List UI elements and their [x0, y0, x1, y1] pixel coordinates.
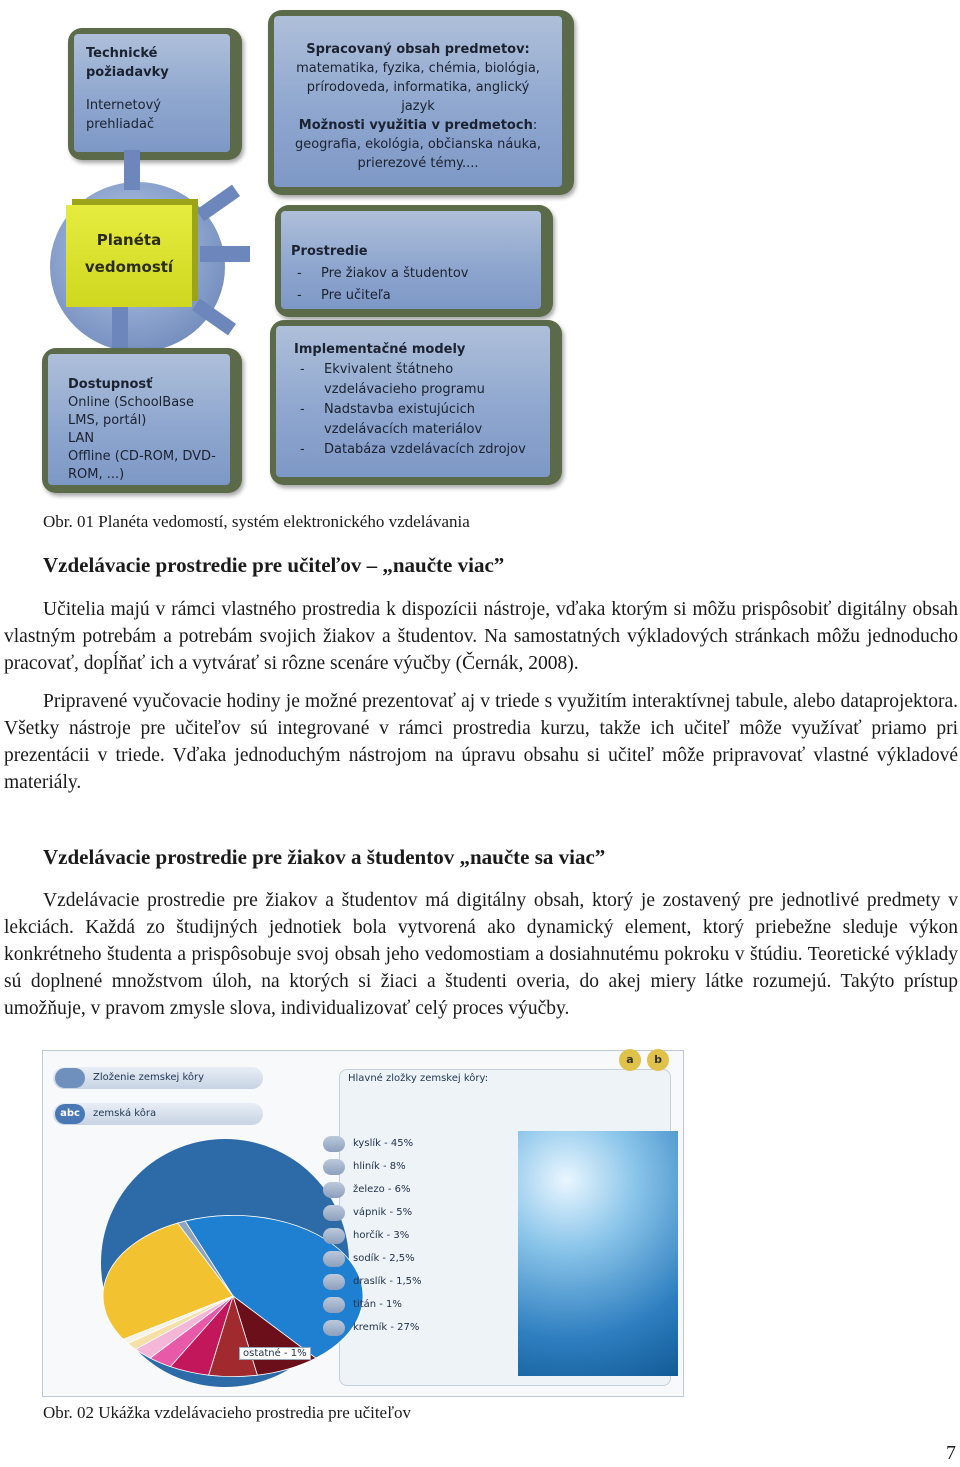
- env-item: - Pre učiteľa: [297, 288, 391, 303]
- impl-item: - Databáza vzdelávacích zdrojov: [300, 442, 526, 457]
- pie-chart: [43, 1051, 683, 1396]
- content-title: Spracovaný obsah predmetov:: [306, 42, 530, 57]
- planeta-cube: [66, 205, 192, 307]
- button-b[interactable]: b: [647, 1049, 669, 1071]
- card-content: Spracovaný obsah predmetov: matematika, fyzika, chémia, biológia, prírodoveda, informatika, anglický jazyk Možnosti využitia v predmetoch: geografia, ekológia, občianska náuka, prierezové témy....: [268, 10, 574, 195]
- legend-swatch: [323, 1136, 345, 1152]
- legend-swatch: [323, 1205, 345, 1221]
- legend-swatch: [323, 1320, 345, 1336]
- section2-paragraph: Vzdelávacie prostredie pre žiakov a študentov má digitálny obsah, ktorý je zostavený pre jednotlivé predmety v lekciách. Každá zo študijných jednotiek bola vytvorená ako dynamický element, ktorý priebežne sleduje výkon konkrétneho študenta a prispôsobuje svoj obsah jeho vedomostiam a dosiahnutému pokroku v štúdiu. Teoretické výklady sú doplnené množstvom úloh, na ktorých si žiaci a študenti overia, do akej miery látke rozumejú. Takýto prístup umožňuje, v pravom zmysle slova, individualizovať celý proces výučby.: [4, 890, 958, 1019]
- legend-label: kyslík - 45%: [353, 1138, 414, 1149]
- cube-line1: Planéta: [96, 231, 162, 249]
- content-subjects: matematika, fyzika, chémia, biológia, prírodoveda, informatika, anglický jazyk: [296, 61, 540, 114]
- legend-label: titán - 1%: [353, 1299, 402, 1310]
- button-a[interactable]: a: [619, 1049, 641, 1071]
- legend-label: sodík - 2,5%: [353, 1253, 415, 1264]
- content-usage-body: geografia, ekológia, občianska náuka, prierezové témy....: [294, 137, 542, 171]
- legend-swatch: [323, 1297, 345, 1313]
- card-implementation: [270, 320, 562, 485]
- page-number: 7: [946, 1442, 956, 1464]
- legend-swatch: [323, 1159, 345, 1175]
- legend-label: vápnik - 5%: [353, 1207, 413, 1218]
- legend-label: draslík - 1,5%: [353, 1276, 422, 1287]
- legend-swatch: [323, 1228, 345, 1244]
- env-title: Prostredie: [291, 244, 368, 259]
- section1-body: [4, 596, 958, 796]
- abc-icon: abc: [55, 1104, 85, 1124]
- access-title: Dostupnosť: [68, 377, 153, 392]
- legend-swatch: [323, 1251, 345, 1267]
- figure2-caption: Obr. 02 Ukážka vzdelávacieho prostredia pre učiteľov: [43, 1403, 412, 1422]
- section2-body: [4, 887, 958, 1044]
- cube-line2: vedomostí: [84, 258, 174, 276]
- legend-label: kremík - 27%: [353, 1322, 420, 1333]
- figure-planeta-vedomosti: [0, 0, 960, 505]
- access-line: Online (SchoolBase: [68, 395, 194, 410]
- access-line: LAN: [68, 431, 95, 446]
- legend-swatch: [323, 1274, 345, 1290]
- label-ostatne: ostatné - 1%: [239, 1347, 311, 1360]
- legend-label: hliník - 8%: [353, 1161, 406, 1172]
- access-line: Offline (CD-ROM, DVD-: [68, 449, 216, 464]
- legend-swatch: [323, 1182, 345, 1198]
- tech-body: Internetový prehliadač: [86, 98, 161, 132]
- card-availability: [42, 348, 242, 493]
- arrow-right-icon: [200, 246, 250, 262]
- section2-heading: Vzdelávacie prostredie pre žiakov a študentov „naučte sa viac”: [43, 845, 606, 869]
- legend-label: horčík - 3%: [353, 1230, 410, 1241]
- access-line: LMS, portál): [68, 413, 147, 428]
- section1-paragraph: Učitelia majú v rámci vlastného prostredia k dispozícii nástroje, vďaka ktorým si môžu prispôsobiť digitálny obsah vlastným potrebám a potrebám svojich žiakov a študentov. Na samostatných výkladových stránkach môžu jednoducho pracovať, dopĺňať ich a vytvárať si rôzne scenáre výučby (Černák, 2008).: [4, 599, 958, 674]
- impl-item: - Ekvivalent štátneho vzdelávacieho programu: [300, 362, 485, 397]
- section1-heading: Vzdelávacie prostredie pre učiteľov – „naučte viac”: [43, 553, 505, 577]
- card-environment: [275, 205, 553, 317]
- tech-title: Technické požiadavky: [86, 46, 169, 80]
- arrow-up-icon: [124, 150, 140, 190]
- nav-zemska-kora[interactable]: abc zemská kôra: [53, 1103, 263, 1125]
- figure-learning-environment: [42, 1050, 684, 1397]
- access-line: ROM, ...): [68, 467, 125, 482]
- section1-paragraph: Pripravené vyučovacie hodiny je možné prezentovať aj v triede s využitím interaktívnej tabule, alebo dataprojektora. Všetky nástroje pre učiteľov sú integrované v rámci prostredia kurzu, takže ich učiteľ môže využívať priamo pri prezentácii v triede. Vďaka jednoduchým nástrojom na úpravu obsahu si učiteľ môže pripravovať vlastné výkladové materiály.: [4, 691, 958, 793]
- env-item: - Pre žiakov a študentov: [297, 266, 469, 281]
- panel-title: Hlavné zložky zemskej kôry:: [348, 1073, 489, 1084]
- content-usage-title: Možnosti využitia v predmetoch: [298, 118, 533, 133]
- figure1-caption: Obr. 01 Planéta vedomostí, systém elektronického vzdelávania: [43, 512, 470, 531]
- arrow-upright-icon: [196, 185, 240, 222]
- legend-label: železo - 6%: [353, 1184, 411, 1195]
- arrow-down-icon: [112, 300, 128, 348]
- impl-title: Implementačné modely: [294, 342, 466, 357]
- impl-item: - Nadstavba existujúcich vzdelávacích materiálov: [300, 402, 483, 437]
- nav-zlozenie[interactable]: Zloženie zemskej kôry: [53, 1067, 263, 1089]
- card-technical-requirements: [68, 28, 242, 160]
